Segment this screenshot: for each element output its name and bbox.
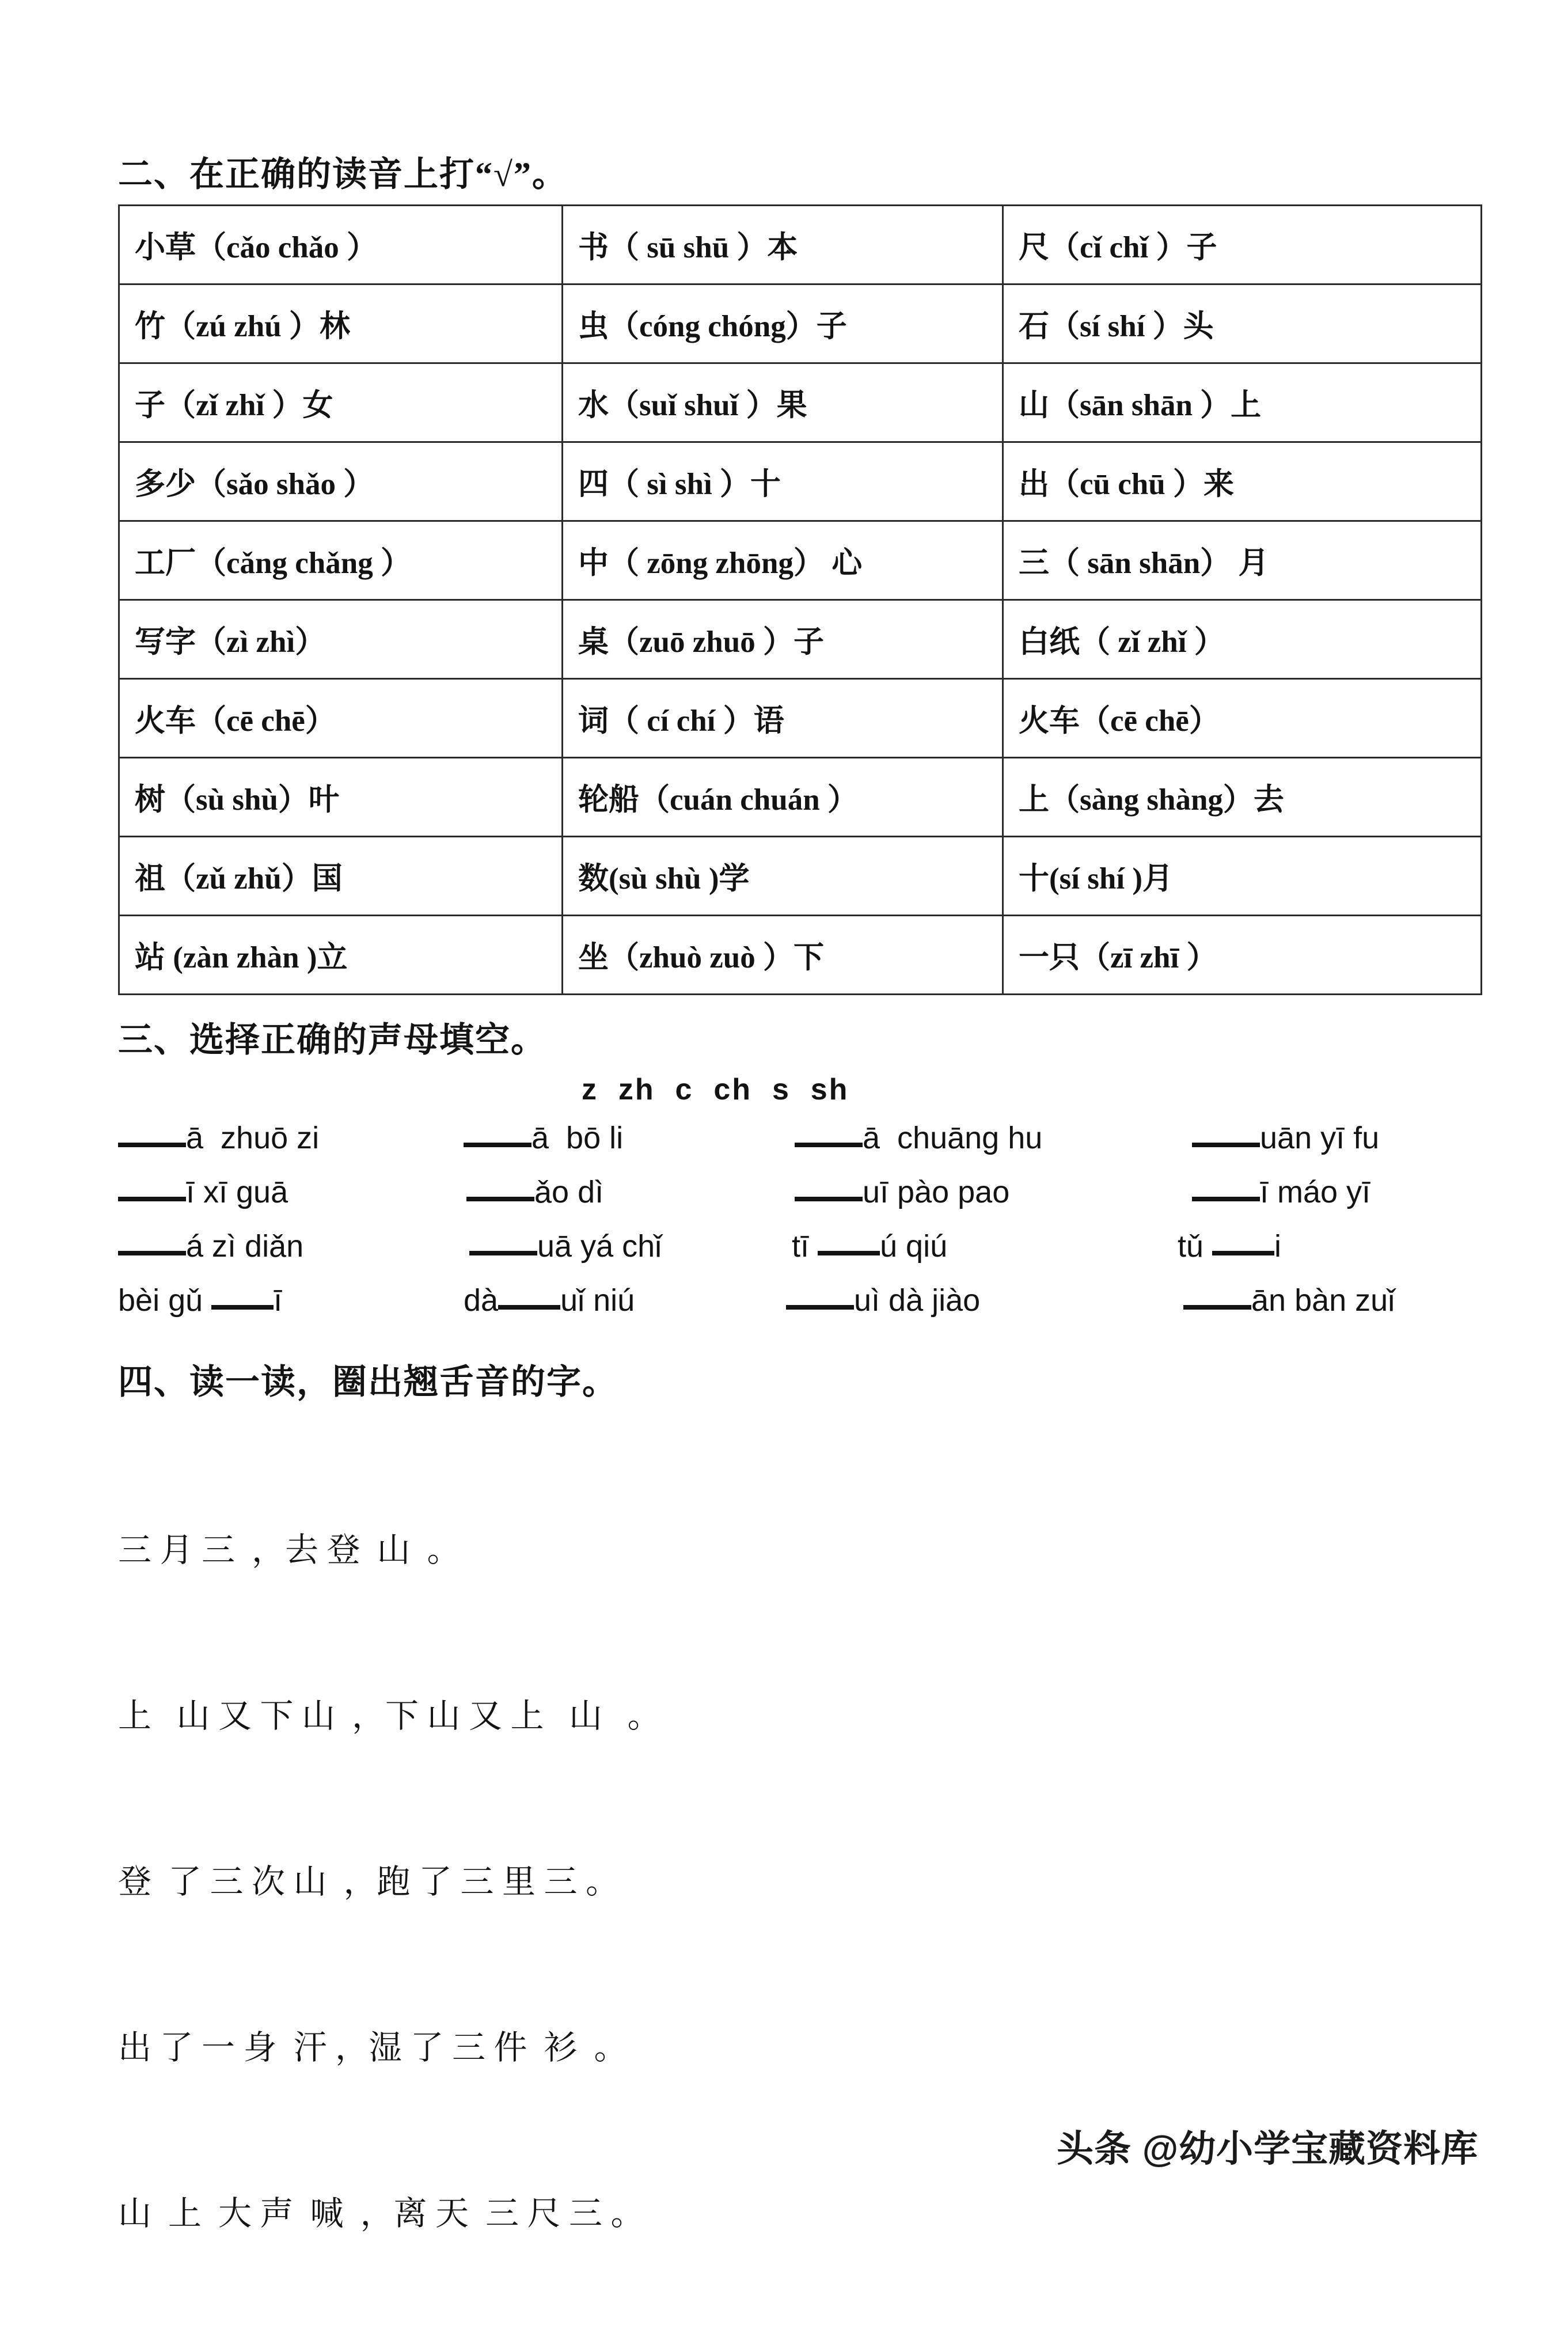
blank-underline[interactable] <box>118 1197 186 1201</box>
blank-text: uā yá chǐ <box>537 1229 662 1264</box>
blank-text: ī <box>274 1283 283 1318</box>
blank-text: ān bàn zuǐ <box>1251 1283 1395 1318</box>
table-row <box>119 284 1482 363</box>
table-cell[interactable]: 工厂（cǎng chǎng ） <box>119 521 563 600</box>
fill-blank-row <box>118 1174 1489 1228</box>
table-cell[interactable]: 子（zǐ zhǐ ）女 <box>119 363 563 442</box>
blank-text: ā chuāng hu <box>863 1121 1043 1155</box>
table-cell[interactable]: 写字（zì zhì） <box>119 600 563 679</box>
blank-underline[interactable] <box>466 1197 534 1201</box>
table-cell[interactable]: 尺（cǐ chǐ ）子 <box>1003 206 1482 284</box>
blank-text: ú qiú <box>880 1229 948 1264</box>
pinyin-choice-table <box>118 204 1482 995</box>
table-cell[interactable]: 站 (zàn zhàn )立 <box>119 916 563 995</box>
blank-item[interactable] <box>118 1228 469 1264</box>
table-row <box>119 442 1482 521</box>
blank-text: ā zhuō zi <box>186 1121 320 1155</box>
poem-line: 山 上 大 声 喊 ，离 天 三 尺 三 。 <box>118 2195 644 2232</box>
blank-underline[interactable] <box>795 1197 863 1201</box>
table-row <box>119 758 1482 837</box>
fill-blank-row <box>118 1228 1489 1283</box>
table-cell[interactable]: 山（sān shān ）上 <box>1003 363 1482 442</box>
blank-item[interactable] <box>1192 1120 1480 1156</box>
table-cell[interactable]: 火车（cē chē） <box>119 679 563 758</box>
blank-text: ī xī guā <box>186 1175 288 1209</box>
watermark <box>1057 2119 1478 2172</box>
blank-item[interactable] <box>118 1120 464 1156</box>
blank-prefix: bèi gǔ <box>118 1283 212 1318</box>
blank-underline[interactable] <box>795 1143 863 1147</box>
blank-underline[interactable] <box>1192 1143 1260 1147</box>
blank-text: uì dà jiào <box>854 1283 981 1318</box>
poem-line: 三 月 三 ，去 登 山 。 <box>118 1531 461 1569</box>
table-cell[interactable]: 小草（cǎo chǎo ） <box>119 206 563 284</box>
table-cell[interactable]: 词（ cí chí ）语 <box>563 679 1003 758</box>
blank-underline[interactable] <box>118 1251 186 1255</box>
blank-text: i <box>1274 1229 1282 1264</box>
blank-item[interactable] <box>464 1120 795 1156</box>
table-row <box>119 916 1482 995</box>
watermark-prefix: 头条 <box>1057 2128 1142 2169</box>
initials-letter-bank: z zh c ch s sh <box>582 1073 849 1106</box>
blank-underline[interactable] <box>786 1305 854 1310</box>
blank-item[interactable] <box>118 1283 464 1318</box>
blank-underline[interactable] <box>464 1143 531 1147</box>
table-cell[interactable]: 四（ sì shì ）十 <box>563 442 1003 521</box>
table-cell[interactable]: 一只（zī zhī ） <box>1003 916 1482 995</box>
table-row <box>119 600 1482 679</box>
blank-underline[interactable] <box>1212 1251 1274 1255</box>
blank-underline[interactable] <box>1183 1305 1251 1310</box>
blank-prefix: tī <box>792 1229 818 1264</box>
table-cell[interactable]: 上（sàng shàng）去 <box>1003 758 1482 837</box>
blank-item[interactable] <box>1178 1228 1466 1264</box>
table-cell[interactable]: 白纸（ zǐ zhǐ ） <box>1003 600 1482 679</box>
fill-blank-row <box>118 1120 1489 1174</box>
table-cell[interactable]: 树（sù shù）叶 <box>119 758 563 837</box>
fill-blank-row <box>118 1283 1489 1337</box>
watermark-handle: @幼小学宝藏资料库 <box>1142 2128 1479 2169</box>
table-row <box>119 363 1482 442</box>
blank-item[interactable] <box>466 1174 795 1210</box>
poem-line: 登 了 三 次 山 ，跑 了 三 里 三 。 <box>118 1863 620 1900</box>
blank-underline[interactable] <box>818 1251 880 1255</box>
blank-underline[interactable] <box>469 1251 537 1255</box>
table-cell[interactable]: 多少（sǎo shǎo ） <box>119 442 563 521</box>
blank-item[interactable] <box>795 1120 1192 1156</box>
blank-item[interactable] <box>464 1283 786 1318</box>
blank-prefix: dà <box>464 1283 499 1318</box>
blank-item[interactable] <box>1192 1174 1480 1210</box>
blank-text: á zì diǎn <box>186 1229 304 1264</box>
blank-underline[interactable] <box>211 1305 274 1310</box>
blank-text: ī máo yī <box>1260 1175 1371 1209</box>
table-cell[interactable]: 虫（cóng chóng）子 <box>563 284 1003 363</box>
blank-item[interactable] <box>469 1228 792 1264</box>
blank-underline[interactable] <box>1192 1197 1260 1201</box>
table-row <box>119 679 1482 758</box>
blank-item[interactable] <box>118 1174 466 1210</box>
table-cell[interactable]: 火车（cē chē） <box>1003 679 1482 758</box>
section-4-heading: 四、读一读，圈出翘舌音的字。 <box>118 1363 618 1401</box>
blank-prefix: tǔ <box>1178 1229 1213 1264</box>
table-cell[interactable]: 水（suǐ shuǐ ）果 <box>563 363 1003 442</box>
table-row <box>119 206 1482 284</box>
section-3-heading: 三、选择正确的声母填空。 <box>118 1021 546 1059</box>
blank-item[interactable] <box>795 1174 1192 1210</box>
blank-underline[interactable] <box>498 1305 560 1310</box>
blank-text: uǐ niú <box>560 1283 635 1318</box>
table-cell[interactable]: 出（cū chū ）来 <box>1003 442 1482 521</box>
poem-line: 上 山 又 下 山 ，下 山 又 上 山 。 <box>118 1697 661 1735</box>
table-cell[interactable]: 竹（zú zhú ）林 <box>119 284 563 363</box>
table-cell[interactable]: 石（sí shí ）头 <box>1003 284 1482 363</box>
poem-line: 出 了 一 身 汗 ，湿 了 三 件 衫 。 <box>118 2029 628 2066</box>
table-cell[interactable]: 书（ sū shū ）本 <box>563 206 1003 284</box>
blank-text: uān yī fu <box>1260 1121 1380 1155</box>
blank-underline[interactable] <box>118 1143 186 1147</box>
blank-text: ǎo dì <box>534 1175 604 1209</box>
table-cell[interactable]: 三（ sān shān） 月 <box>1003 521 1482 600</box>
blank-item[interactable] <box>792 1228 1178 1264</box>
table-cell[interactable]: 十(sí shí )月 <box>1003 837 1482 916</box>
blank-text: ā bō li <box>531 1121 624 1155</box>
table-cell[interactable]: 轮船（cuán chuán ） <box>563 758 1003 837</box>
blank-item[interactable] <box>1183 1283 1471 1318</box>
table-cell[interactable]: 祖（zǔ zhǔ）国 <box>119 837 563 916</box>
section-2-heading: 二、在正确的读音上打“√”。 <box>118 155 568 194</box>
table-cell[interactable]: 桌（zuō zhuō ）子 <box>563 600 1003 679</box>
fill-blank-area <box>118 1120 1489 1337</box>
table-cell[interactable]: 数(sù shù )学 <box>563 837 1003 916</box>
table-cell[interactable]: 坐（zhuò zuò ）下 <box>563 916 1003 995</box>
table-cell[interactable]: 中（ zōng zhōng） 心 <box>563 521 1003 600</box>
table-row <box>119 837 1482 916</box>
blank-text: uī pào pao <box>863 1175 1010 1209</box>
table-row <box>119 521 1482 600</box>
poem-block <box>118 1412 661 2352</box>
blank-item[interactable] <box>786 1283 1183 1318</box>
